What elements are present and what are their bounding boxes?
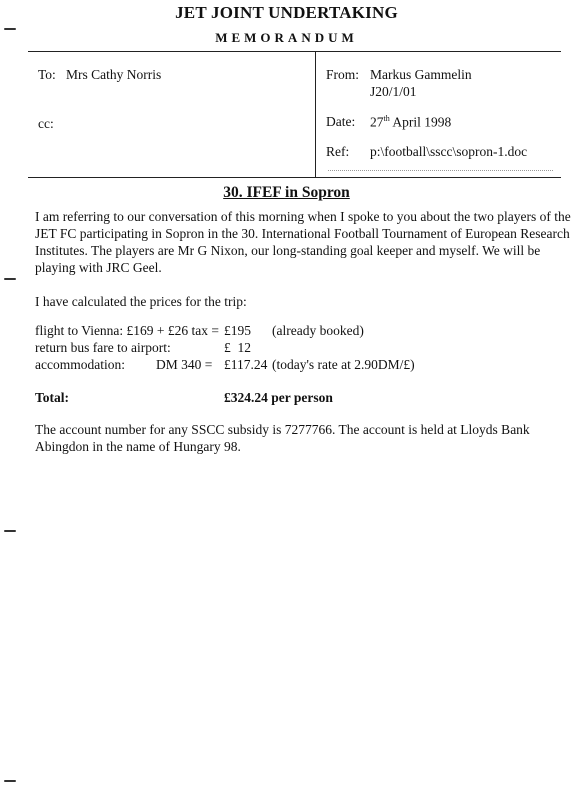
cost-amount-flight: £195 <box>224 323 251 338</box>
memo-title: 30. IFEF in Sopron <box>223 184 350 201</box>
date-label: Date: <box>326 114 356 129</box>
account-line: The account number for any SSCC subsidy is 7277766. The account is held at Lloyds Bank <box>35 422 530 437</box>
intro-paragraph <box>35 208 570 276</box>
dotted-rule <box>328 170 553 171</box>
cost-amount-bus: £ 12 <box>224 340 251 355</box>
from-value: Markus Gammelin <box>370 67 472 82</box>
cost-label-bus: return bus fare to airport: <box>35 340 171 355</box>
ref-label: Ref: <box>326 144 350 159</box>
cost-label-flight: flight to Vienna: £169 + £26 tax = <box>35 323 220 338</box>
intro-line: I am referring to our conversation of this morning when I spoke to you about the two players of the <box>35 209 571 224</box>
punch-mark <box>4 278 16 280</box>
total-value: £324.24 per person <box>224 390 333 405</box>
document-type: MEMORANDUM <box>215 30 358 45</box>
intro-line: JET FC participating in Sopron in the 30. International Football Tournament of European Research <box>35 226 570 241</box>
account-paragraph <box>35 421 570 455</box>
cost-note-flight: (already booked) <box>272 323 364 338</box>
calc-intro: I have calculated the prices for the trip: <box>35 294 247 309</box>
intro-line: Institutes. The players are Mr G Nixon, our long-standing goal keeper and myself. We will be <box>35 243 541 258</box>
total-label: Total: <box>35 390 70 405</box>
from-reference: J20/1/01 <box>370 84 417 99</box>
cost-note-accommodation: (today's rate at 2.90DM/£) <box>272 357 415 372</box>
account-line: Abingdon in the name of Hungary 98. <box>35 439 241 454</box>
cc-label: cc: <box>38 116 54 131</box>
from-label: From: <box>326 67 360 82</box>
to-value: Mrs Cathy Norris <box>66 67 162 82</box>
memo-header-box <box>28 51 561 178</box>
punch-mark <box>4 780 16 782</box>
cost-amount-accommodation: £117.24 <box>224 357 268 372</box>
ref-value: p:\football\sscc\sopron-1.doc <box>370 144 528 159</box>
punch-mark <box>4 28 16 30</box>
organisation-name: JET JOINT UNDERTAKING <box>175 3 398 22</box>
punch-mark <box>4 530 16 532</box>
to-label: To: <box>38 67 56 82</box>
cost-mid-accommodation: DM 340 = <box>156 357 213 372</box>
header-divider <box>315 52 316 177</box>
intro-line: playing with JRC Geel. <box>35 260 162 275</box>
cost-label-accommodation: accommodation: <box>35 357 125 372</box>
date-value: 27th April 1998 <box>370 114 452 130</box>
